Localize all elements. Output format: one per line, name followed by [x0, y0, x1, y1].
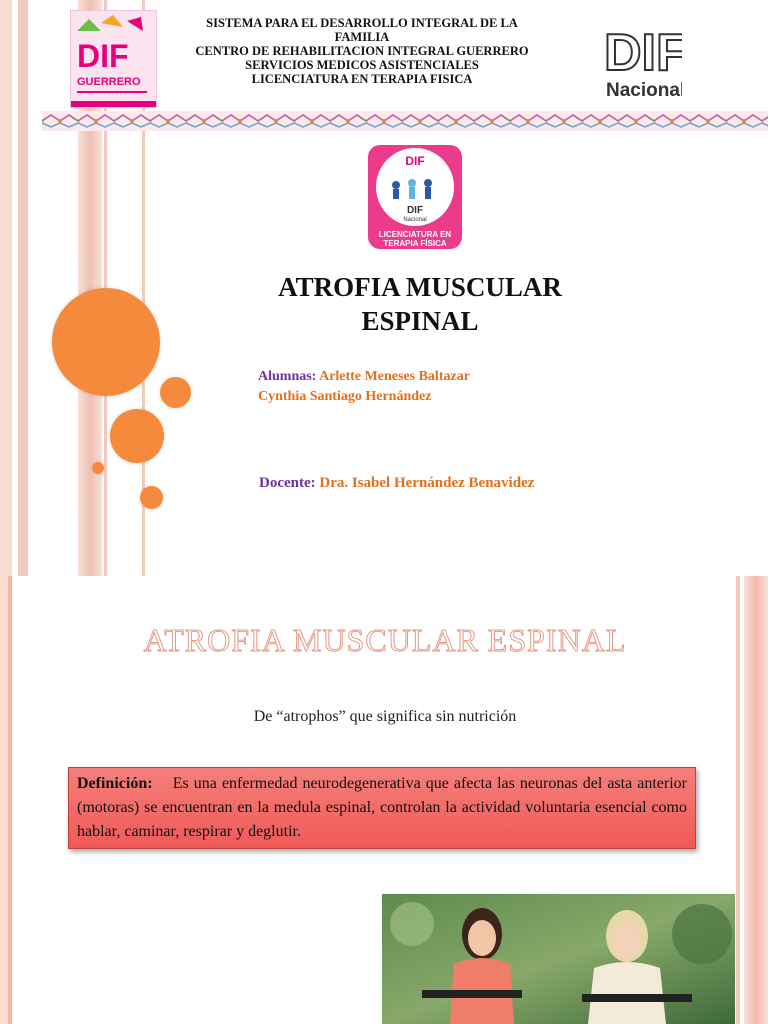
definition-box	[68, 767, 696, 849]
definition-text: Es una enfermedad neurodegenerativa que afecta las neuronas del asta anterior (motoras) se encuentran en la medula espinal, controlan la actividad voluntaria esencial como hablar, caminar, respirar y deglutir.	[77, 775, 688, 840]
definition-slide	[0, 576, 768, 1024]
children-photo	[382, 894, 735, 1024]
header-line: SISTEMA PARA EL DESARROLLO INTEGRAL DE LA FAMILIA	[206, 16, 518, 44]
slide-title: ATROFIA MUSCULAR ESPINAL	[143, 622, 627, 658]
dif-nacional-logo-icon	[600, 18, 682, 104]
institution-header	[182, 16, 542, 86]
decor-stripe	[8, 576, 12, 1024]
presentation-title: ATROFIA MUSCULAR ESPINAL	[278, 272, 562, 336]
decor-stripe	[18, 0, 28, 576]
decor-stripe	[0, 576, 8, 1024]
decorative-border-band	[42, 111, 768, 131]
etymology-text: De “atrophos” que significa sin nutrición	[253, 708, 517, 725]
decor-circle	[52, 288, 160, 396]
students-label: Alumnas:	[258, 369, 317, 384]
decor-stripe	[744, 576, 768, 1024]
decor-stripe	[0, 0, 12, 576]
decor-circle	[92, 462, 104, 474]
pattern-band-icon	[42, 111, 768, 131]
svg-text:Nacional: Nacional	[606, 80, 682, 101]
decor-stripe	[736, 576, 740, 1024]
svg-text:DIF: DIF	[406, 205, 424, 216]
dif-guerrero-logo-icon	[71, 11, 156, 107]
decor-circle	[160, 377, 191, 408]
definition-label: Definición:	[77, 775, 153, 792]
student-name: Arlette Meneses Baltazar	[319, 369, 470, 384]
dif-guerrero-logo	[70, 10, 157, 108]
svg-text:DIF: DIF	[405, 154, 425, 168]
teacher-block	[259, 475, 534, 492]
decor-circle	[110, 409, 164, 463]
svg-text:TERAPIA FÍSICA: TERAPIA FÍSICA	[383, 239, 447, 248]
svg-text:LICENCIATURA EN: LICENCIATURA EN	[378, 230, 452, 239]
header-line: LICENCIATURA EN TERAPIA FISICA	[251, 72, 473, 86]
teacher-label: Docente:	[259, 475, 316, 491]
header-line: SERVICIOS MEDICOS ASISTENCIALES	[245, 58, 479, 72]
svg-text:Nacional: Nacional	[403, 217, 427, 223]
svg-text:DIF: DIF	[604, 24, 682, 82]
svg-text:DIF: DIF	[77, 38, 129, 74]
dif-nacional-logo	[600, 18, 682, 104]
students-block	[258, 367, 470, 407]
student-name: Cynthia Santiago Hernández	[258, 389, 432, 404]
badge-icon	[366, 143, 464, 251]
svg-text:GUERRERO: GUERRERO	[77, 76, 141, 88]
program-badge-logo	[366, 143, 464, 251]
teacher-name: Dra. Isabel Hernández Benavidez	[319, 475, 535, 491]
header-line: CENTRO DE REHABILITACION INTEGRAL GUERRERO	[195, 44, 529, 58]
children-photo-image	[382, 894, 735, 1024]
decor-circle	[140, 486, 163, 509]
